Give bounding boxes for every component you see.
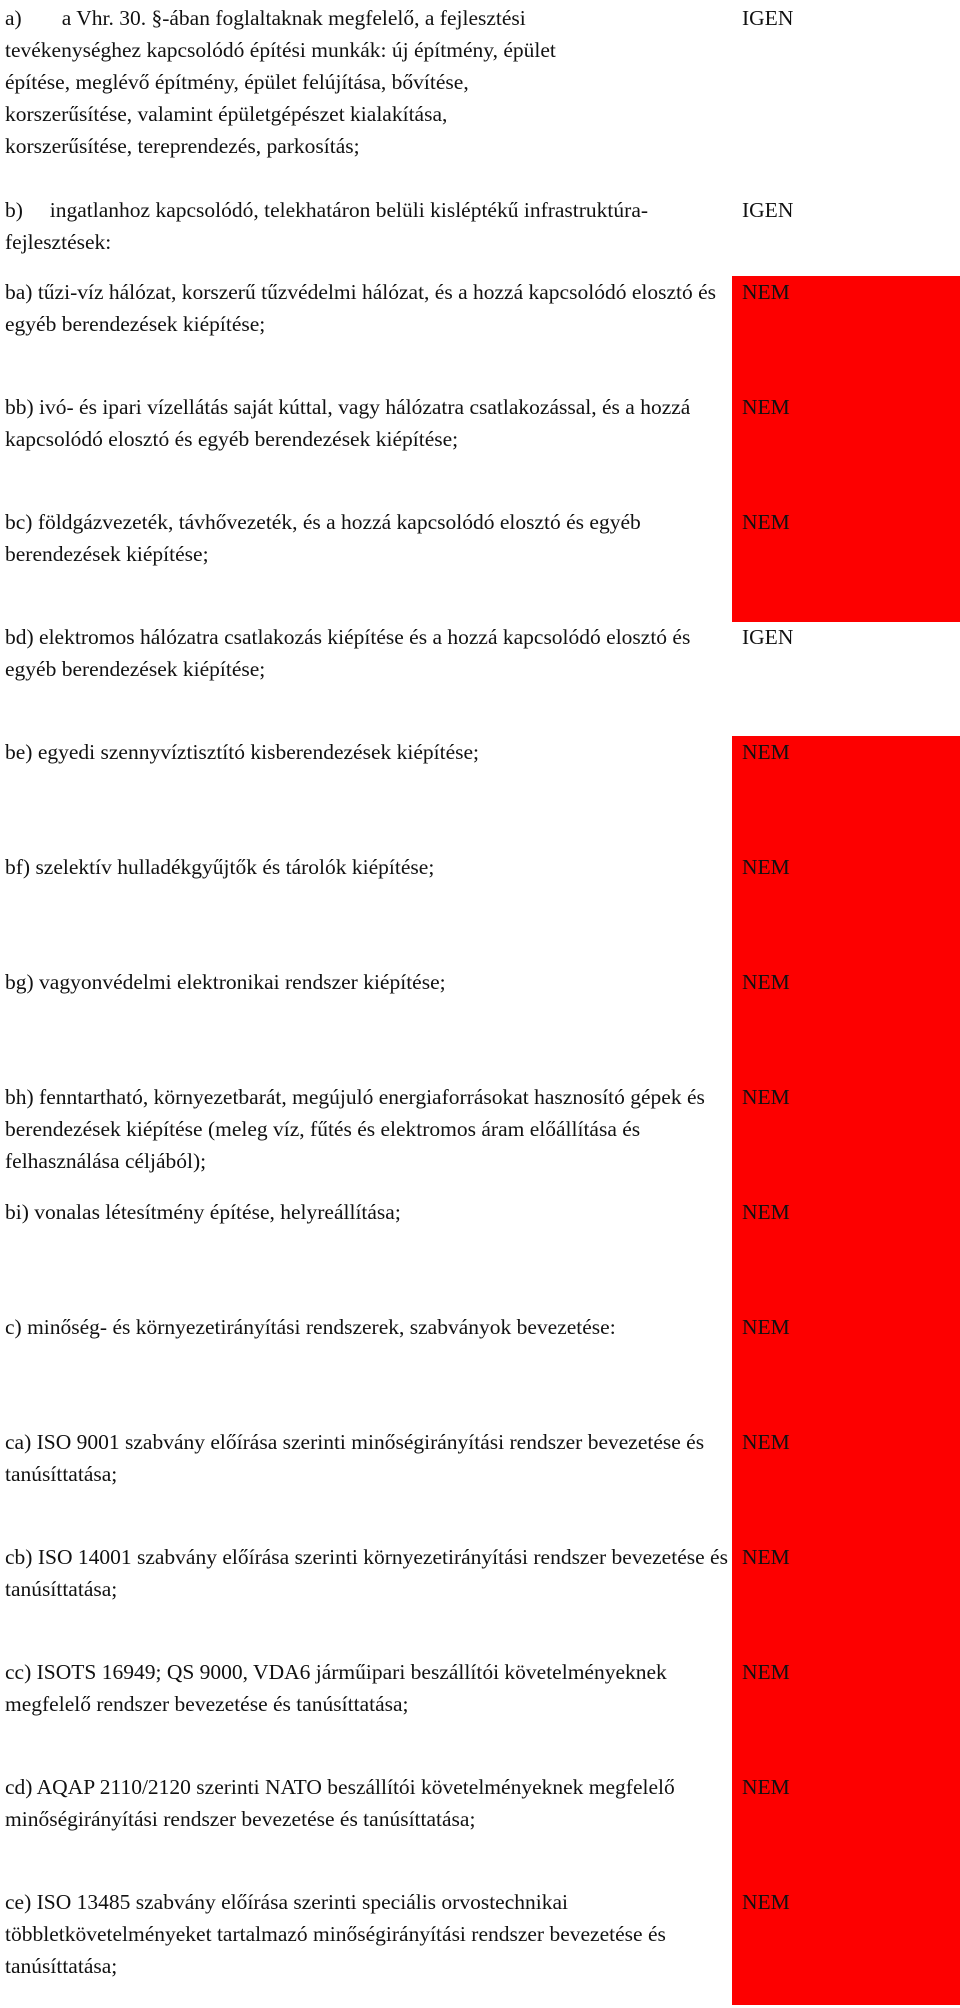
item-a-line-5: korszerűsítése, tereprendezés, parkosítás; bbox=[5, 134, 360, 158]
item-cb-answer: NEM bbox=[742, 1545, 790, 1569]
item-be-text: be) egyedi szennyvíztisztító kisberendezések kiépítése; bbox=[5, 740, 480, 764]
item-bc-text: bc) földgázvezeték, távhővezeték, és a hozzá kapcsolódó elosztó és egyéb berendezések kiépítése; bbox=[5, 510, 641, 566]
item-bf-text: bf) szelektív hulladékgyűjtők és tárolók kiépítése; bbox=[5, 855, 435, 879]
item-cc-answer: NEM bbox=[742, 1660, 790, 1684]
item-a-marker: a) bbox=[5, 6, 22, 30]
item-c-text: c) minőség- és környezetirányítási rendszerek, szabványok bevezetése: bbox=[5, 1315, 616, 1339]
item-cd-text: cd) AQAP 2110/2120 szerinti NATO beszállítói követelményeknek megfelelő minőségirányítási rendszer bevezetése és tanúsíttatása; bbox=[5, 1775, 675, 1831]
item-a-line-2: tevékenységhez kapcsolódó építési munkák: új építmény, épület bbox=[5, 38, 556, 62]
item-cb-text: cb) ISO 14001 szabvány előírása szerinti környezetirányítási rendszer bevezetése és tanúsíttatása; bbox=[5, 1545, 728, 1601]
item-bb-text: bb) ivó- és ipari vízellátás saját kúttal, vagy hálózatra csatlakozással, és a hozzá kapcsolódó elosztó és egyéb berendezések kiépítése; bbox=[5, 395, 691, 451]
item-ca-answer: NEM bbox=[742, 1430, 790, 1454]
item-bb-answer: NEM bbox=[742, 395, 790, 419]
item-bi-text: bi) vonalas létesítmény építése, helyreállítása; bbox=[5, 1200, 401, 1224]
item-bg-answer: NEM bbox=[742, 970, 790, 994]
item-ce-answer: NEM bbox=[742, 1890, 790, 1914]
item-a-text bbox=[5, 2, 730, 162]
item-bc-answer: NEM bbox=[742, 510, 790, 534]
item-a-answer: IGEN bbox=[742, 6, 794, 30]
item-bf-answer: NEM bbox=[742, 855, 790, 879]
red-highlight-block-1 bbox=[732, 276, 960, 622]
item-bd-text: bd) elektromos hálózatra csatlakozás kiépítése és a hozzá kapcsolódó elosztó és egyéb berendezések kiépítése; bbox=[5, 625, 691, 681]
item-bh-text: bh) fenntartható, környezetbarát, megújuló energiaforrásokat hasznosító gépek és berendezések kiépítése (meleg víz, fűtés és elektromos áram előállítása és felhasználása céljából); bbox=[5, 1085, 705, 1173]
item-bi-answer: NEM bbox=[742, 1200, 790, 1224]
item-cd-answer: NEM bbox=[742, 1775, 790, 1799]
item-a-line-4: korszerűsítése, valamint épületgépészet kialakítása, bbox=[5, 102, 448, 126]
item-ba-text: ba) tűzi-víz hálózat, korszerű tűzvédelmi hálózat, és a hozzá kapcsolódó elosztó és egyéb berendezések kiépítése; bbox=[5, 280, 717, 336]
item-a-line-3: építése, meglévő építmény, épület felújítása, bővítése, bbox=[5, 70, 469, 94]
item-cc-text: cc) ISOTS 16949; QS 9000, VDA6 járműipari beszállítói követelményeknek megfelelő rendszer bevezetése és tanúsíttatása; bbox=[5, 1660, 667, 1716]
item-a-line-1: a Vhr. 30. §-ában foglaltaknak megfelelő, a fejlesztési bbox=[61, 6, 526, 30]
item-ce-text: ce) ISO 13485 szabvány előírása szerinti speciális orvostechnikai többletkövetelményeket tartalmazó minőségirányítási rendszer bevezetése és tanúsíttatása; bbox=[5, 1890, 666, 1978]
item-bh-answer: NEM bbox=[742, 1085, 790, 1109]
item-be-answer: NEM bbox=[742, 740, 790, 764]
item-ba-answer: NEM bbox=[742, 280, 790, 304]
item-ca-text: ca) ISO 9001 szabvány előírása szerinti minőségirányítási rendszer bevezetése és tanúsíttatása; bbox=[5, 1430, 705, 1486]
item-b-text: b) ingatlanhoz kapcsolódó, telekhatáron belüli kisléptékű infrastruktúra-fejlesztések: bbox=[5, 198, 649, 254]
item-b-answer: IGEN bbox=[742, 198, 794, 222]
item-bg-text: bg) vagyonvédelmi elektronikai rendszer kiépítése; bbox=[5, 970, 446, 994]
item-bd-answer: IGEN bbox=[742, 625, 794, 649]
red-highlight-block-2 bbox=[732, 736, 960, 2005]
item-c-answer: NEM bbox=[742, 1315, 790, 1339]
